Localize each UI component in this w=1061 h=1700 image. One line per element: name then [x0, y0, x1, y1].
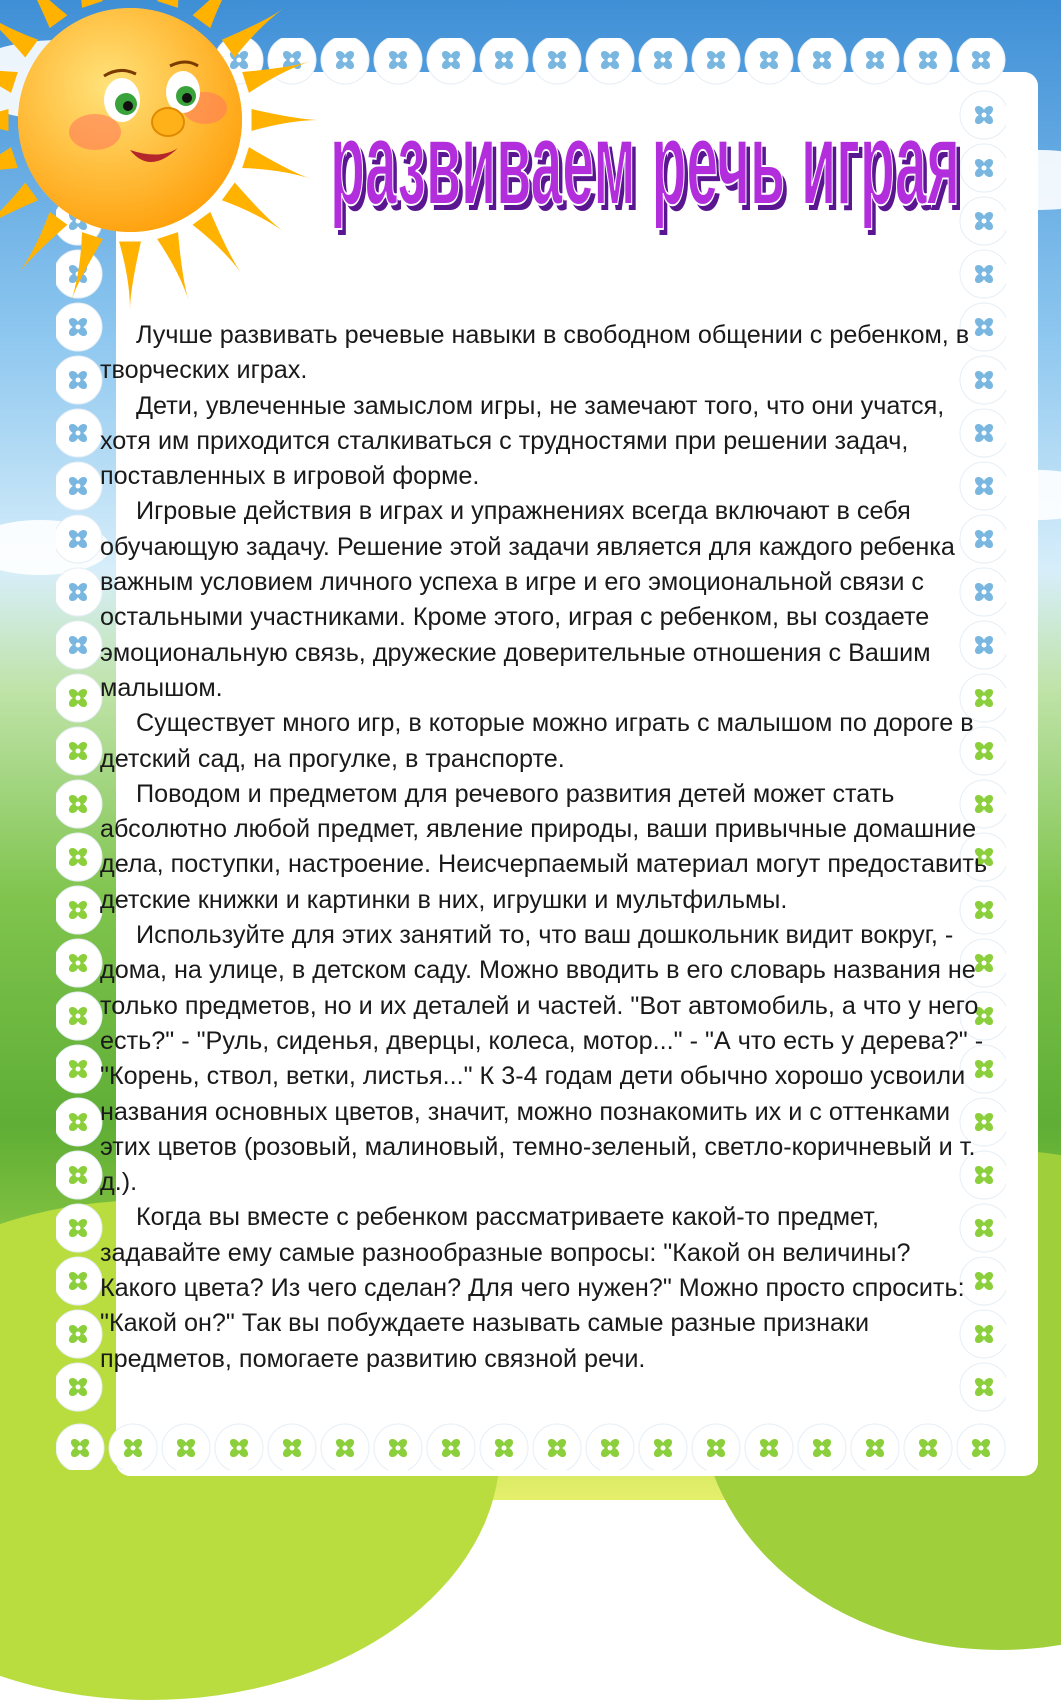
- sun-ray: [71, 0, 103, 8]
- paragraph: Лучше развивать речевые навыки в свободном общении с ребенком, в творческих играх.: [100, 321, 970, 385]
- sun-ray: [222, 8, 284, 57]
- sun-ray: [157, 232, 189, 301]
- flower-center: [979, 1446, 984, 1451]
- flower-center: [343, 58, 348, 63]
- paragraph: Дети, увлеченные замыслом игры, не замечают того, что они учатся, хотя им приходится сталкиваться с трудностями при решении задач, поставленных в игровой форме.: [100, 391, 945, 491]
- sun-ray: [193, 0, 242, 28]
- flower-center: [76, 1173, 81, 1178]
- page-title-shadow: развиваем речь играя: [334, 106, 964, 236]
- flower-center: [661, 58, 666, 63]
- flower-center: [396, 1446, 401, 1451]
- flower-center: [76, 1279, 81, 1284]
- flower-center: [714, 1446, 719, 1451]
- flower-center: [767, 58, 772, 63]
- sun-ray: [193, 212, 242, 274]
- flower-center: [290, 1446, 295, 1451]
- flower-center: [76, 537, 81, 542]
- flower-center: [76, 1385, 81, 1390]
- flower-center: [502, 1446, 507, 1451]
- sun-ray: [18, 0, 67, 28]
- flower-center: [982, 166, 987, 171]
- flower-center: [555, 1446, 560, 1451]
- paragraph: Когда вы вместе с ребенком рассматриваете какой-то предмет, задавайте ему самые разнообразные вопросы: "Какой он величины? Какого цвета? Из чего сделан? Для чего нужен?" Можно просто спросить: "Какой он?" Так вы побуждаете называть самые разные признаки предметов, помогаете развитию связной речи.: [100, 1203, 965, 1373]
- sun-ray: [252, 109, 320, 131]
- flower-center: [982, 219, 987, 224]
- flower-center: [76, 855, 81, 860]
- flower-center: [873, 1446, 878, 1451]
- page-title-text: развиваем речь играя: [330, 106, 960, 230]
- paragraph: Поводом и предметом для речевого развития детей может стать абсолютно любой предмет, явление природы, ваши привычные домашние дела, поступки, настроение. Неисчерпаемый материал могут предоставить детские книжки и картинки в них, игрушки и мультфильмы.: [100, 779, 988, 914]
- flower-center: [820, 1446, 825, 1451]
- flower-center: [449, 58, 454, 63]
- flower-center: [449, 1446, 454, 1451]
- flower-center: [714, 58, 719, 63]
- flower-center: [502, 58, 507, 63]
- flower-center: [982, 272, 987, 277]
- flower-center: [76, 431, 81, 436]
- sun-ray: [0, 183, 38, 232]
- sun-ray: [0, 109, 8, 131]
- sun-ray: [71, 232, 103, 301]
- flower-center: [131, 1446, 136, 1451]
- sun-ray: [242, 147, 311, 179]
- flower-center: [76, 696, 81, 701]
- flower-center: [76, 961, 81, 966]
- flower-center: [76, 1226, 81, 1231]
- flower-center: [661, 1446, 666, 1451]
- flower-center: [926, 58, 931, 63]
- flower-center: [767, 1446, 772, 1451]
- flower-center: [343, 1446, 348, 1451]
- flower-center: [76, 908, 81, 913]
- flower-center: [820, 58, 825, 63]
- flower-center: [184, 1446, 189, 1451]
- flower-center: [76, 1067, 81, 1072]
- flower-center: [76, 484, 81, 489]
- flower-center: [76, 749, 81, 754]
- paragraph: Используйте для этих занятий то, что ваш дошкольник видит вокруг, - дома, на улице, в детском саду. Можно вводить в его словарь названия не только предметов, но и их деталей и частей. "Вот автомобиль, а что у него есть?" - "Руль, сиденья, дверцы, колеса, мотор..." - "А что есть у дерева?" - "Корень, ствол, ветки, листья..." К 3-4 годам дети обычно хорошо усвоили названия основных цветов, значит, можно познакомить их и с оттенками этих цветов (розовый, малиновый, темно-зеленый, светло-коричневый и т. д.).: [100, 921, 984, 1197]
- flower-center: [76, 1332, 81, 1337]
- sun-ray: [0, 147, 18, 179]
- sun-ray: [157, 0, 189, 8]
- sun-ray: [242, 61, 311, 93]
- flower-center: [982, 113, 987, 118]
- flower-center: [555, 58, 560, 63]
- page-title: [328, 106, 978, 266]
- flower-center: [608, 58, 613, 63]
- sun-ray: [0, 61, 18, 93]
- sun-ray: [222, 183, 284, 232]
- flower-center: [78, 1446, 83, 1451]
- sun-ray: [0, 8, 38, 57]
- flower-center: [873, 58, 878, 63]
- sun-ray: [18, 212, 67, 274]
- flower-center: [76, 643, 81, 648]
- flower-center: [982, 1385, 987, 1390]
- flower-center: [926, 1446, 931, 1451]
- sun-ray: [119, 242, 141, 310]
- flower-center: [76, 1120, 81, 1125]
- article-body: [100, 318, 990, 1377]
- flower-center: [76, 590, 81, 595]
- flower-center: [608, 1446, 613, 1451]
- flower-center: [979, 58, 984, 63]
- paragraph: Существует много игр, в которые можно играть с малышом по дороге в детский сад, на прогулке, в транспорте.: [100, 709, 974, 773]
- paragraph: Игровые действия в играх и упражнениях всегда включают в себя обучающую задачу. Решение этой задачи является для каждого ребенка важным условием личного успеха в игре и его эмоциональной связи с остальными участниками. Кроме этого, играя с ребенком, вы создаете эмоциональную связь, дружеские доверительные отношения с Вашим малышом.: [100, 497, 955, 702]
- flower-center: [76, 378, 81, 383]
- flower-center: [76, 1014, 81, 1019]
- sun-icon: [0, 0, 330, 330]
- flower-center: [237, 1446, 242, 1451]
- flower-center: [76, 802, 81, 807]
- flower-center: [396, 58, 401, 63]
